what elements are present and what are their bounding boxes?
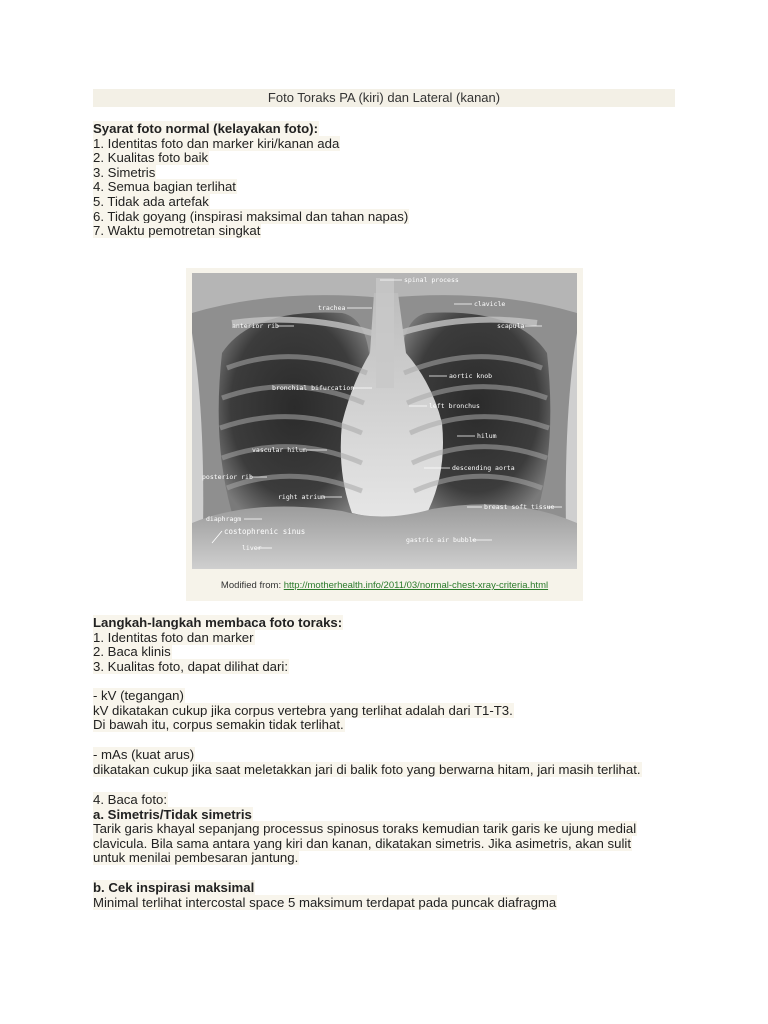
anterior-rib-label: anterior rib [232,322,279,330]
requirement-item: 3. Simetris [93,164,156,180]
kv-line: Di bawah itu, corpus semakin tidak terlihat. [93,717,344,733]
bronchial-bifurcation-label: bronchial bifurcation [272,384,355,392]
inspiration-section [93,881,693,910]
requirement-item: 5. Tidak ada artefak [93,193,209,209]
requirement-item: 6. Tidak goyang (inspirasi maksimal dan tahan napas) [93,208,409,224]
kv-line: kV dikatakan cukup jika corpus vertebra yang terlihat adalah dari T1-T3. [93,702,513,718]
gastric-air-bubble-label: gastric air bubble [406,536,477,544]
mas-title: - mAs (kuat arus) [93,747,195,762]
mas-section [93,748,693,777]
symmetry-line: Tarik garis khayal sepanjang processus spinosus toraks kemudian tarik garis ke ujung medial [93,821,637,837]
step4-section [93,793,693,866]
step4-title: 4. Baca foto: [93,792,168,807]
figure-caption [186,580,583,591]
left-bronchus-label: left bronchus [429,402,480,410]
caption-prefix: Modified from: [220,580,282,591]
clavicle-label: clavicle [474,300,506,308]
descending-aorta-label: descending aorta [452,464,515,472]
reading-steps-section [93,616,693,674]
reading-steps-heading: Langkah-langkah membaca foto toraks: [93,615,343,630]
document-title: Foto Toraks PA (kiri) dan Lateral (kanan) [93,89,675,107]
symmetry-heading: a. Simetris/Tidak simetris [93,806,252,822]
requirement-item: 7. Waktu pemotretan singkat [93,223,261,239]
trachea-label: trachea [318,304,346,312]
aortic-knob-label: aortic knob [449,372,493,380]
caption-link[interactable]: http://motherhealth.info/2011/03/normal-chest-xray-criteria.html [283,580,549,591]
symmetry-line: untuk menilai pembesaran jantung. [93,850,299,866]
hilum-label: hilum [477,432,497,440]
reading-step-item: 2. Baca klinis [93,644,171,660]
symmetry-line: clavicula. Bila sama antara yang kiri dan kanan, dikatakan simetris. Jika asimetris, akan sulit [93,835,631,851]
costophrenic-sinus-label: costophrenic sinus [224,527,306,536]
inspiration-heading: b. Cek inspirasi maksimal [93,880,255,895]
reading-step-item: 1. Identitas foto dan marker [93,629,254,645]
vascular-hilum-label: vascular hilum [252,446,307,454]
requirements-heading: Syarat foto normal (kelayakan foto): [93,121,318,136]
breast-soft-tissue-label: breast soft tissue [484,503,555,511]
chest-xray-image [192,273,577,569]
kv-title: - kV (tegangan) [93,688,184,703]
inspiration-line: Minimal terlihat intercostal space 5 maksimum terdapat pada puncak diafragma [93,894,557,910]
posterior-rib-label: posterior rib [202,473,253,481]
liver-label: liver [242,544,262,552]
scapula-label: scapula [497,322,525,330]
reading-step-item: 3. Kualitas foto, dapat dilihat dari: [93,658,289,674]
spinal-process-label: spinal process [404,276,459,284]
requirement-item: 1. Identitas foto dan marker kiri/kanan ada [93,135,340,151]
mas-line: dikatakan cukup jika saat meletakkan jari di balik foto yang berwarna hitam, jari masih terlihat. [93,761,641,777]
right-atrium-label: right atrium [278,493,325,501]
requirement-item: 4. Semua bagian terlihat [93,179,236,195]
kv-section [93,689,693,733]
requirements-section [93,122,693,239]
diaphragm-label: diaphragm [206,515,242,523]
requirement-item: 2. Kualitas foto baik [93,150,209,166]
chest-xray-figure [186,268,583,601]
